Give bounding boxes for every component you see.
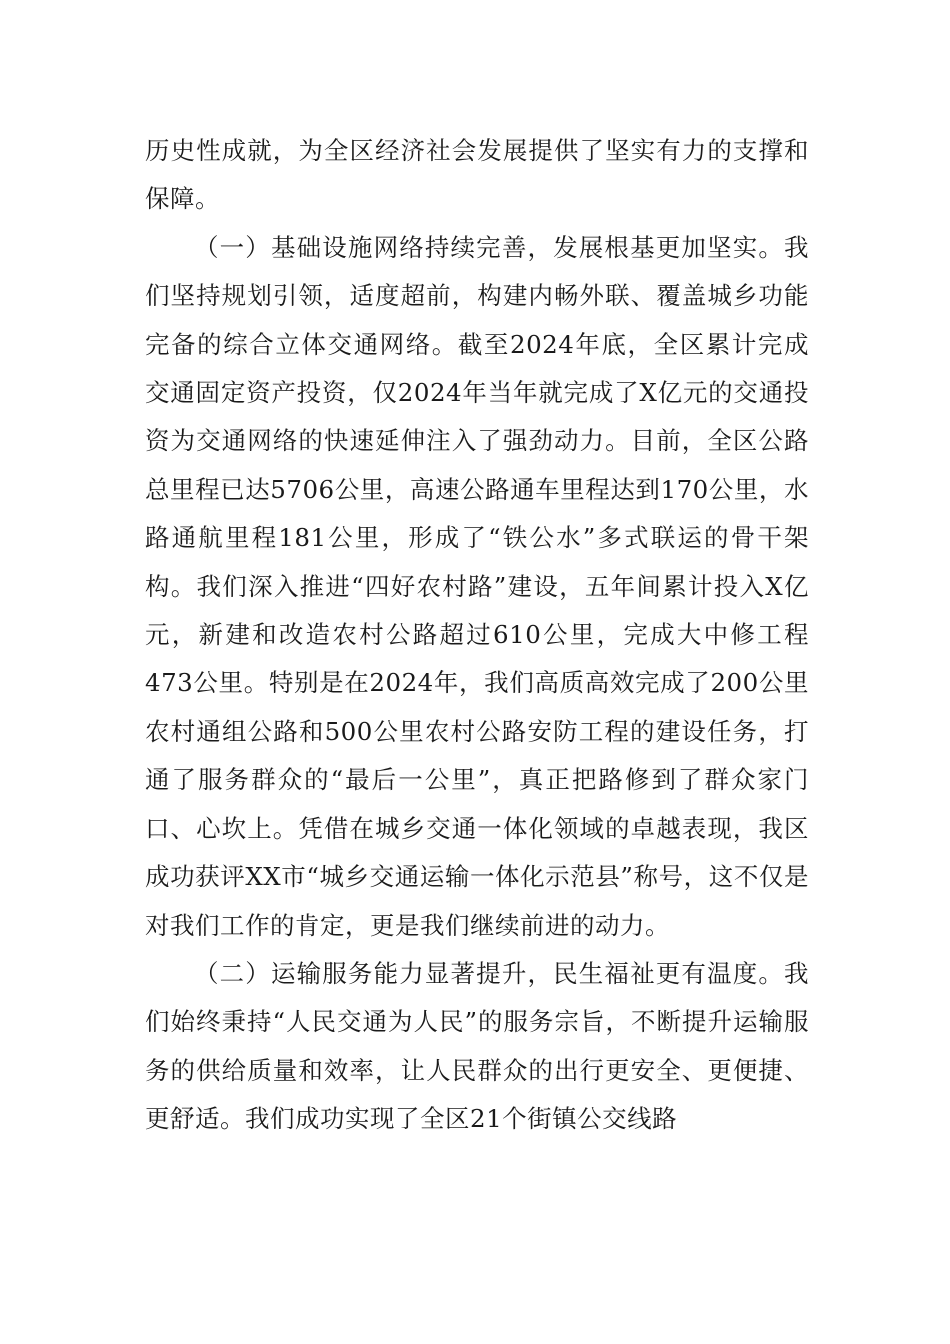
paragraph-transport-services: （二）运输服务能力显著提升，民生福祉更有温度。我们始终秉持“人民交通为人民”的服务宗旨，不断提升运输服务的供给质量和效率，让人民群众的出行更安全、更便捷、更舒适。我们成功实现了全区21个街镇公交线路 [145,958,809,1134]
document-body [145,127,809,1144]
paragraph-infrastructure: （一）基础设施网络持续完善，发展根基更加坚实。我们坚持规划引领，适度超前，构建内畅外联、覆盖城乡功能完备的综合立体交通网络。截至2024年底，全区累计完成交通固定资产投资，仅2024年当年就完成了X亿元的交通投资为交通网络的快速延伸注入了强劲动力。目前，全区公路总里程已达5706公里，高速公路通车里程达到170公里，水路通航里程181公里，形成了“铁公水”多式联运的骨干架构。我们深入推进“四好农村路”建设，五年间累计投入X亿元，新建和改造农村公路超过610公里，完成大中修工程473公里。特别是在2024年，我们高质高效完成了200公里农村通组公路和500公里农村公路安防工程的建设任务，打通了服务群众的“最后一公里”，真正把路修到了群众家门口、心坎上。凭借在城乡交通一体化领域的卓越表现，我区成功获评XX市“城乡交通运输一体化示范县”称号，这不仅是对我们工作的肯定，更是我们继续前进的动力。 [145,232,809,940]
paragraph-continuation: 历史性成就，为全区经济社会发展提供了坚实有力的支撑和保障。 [145,136,809,214]
